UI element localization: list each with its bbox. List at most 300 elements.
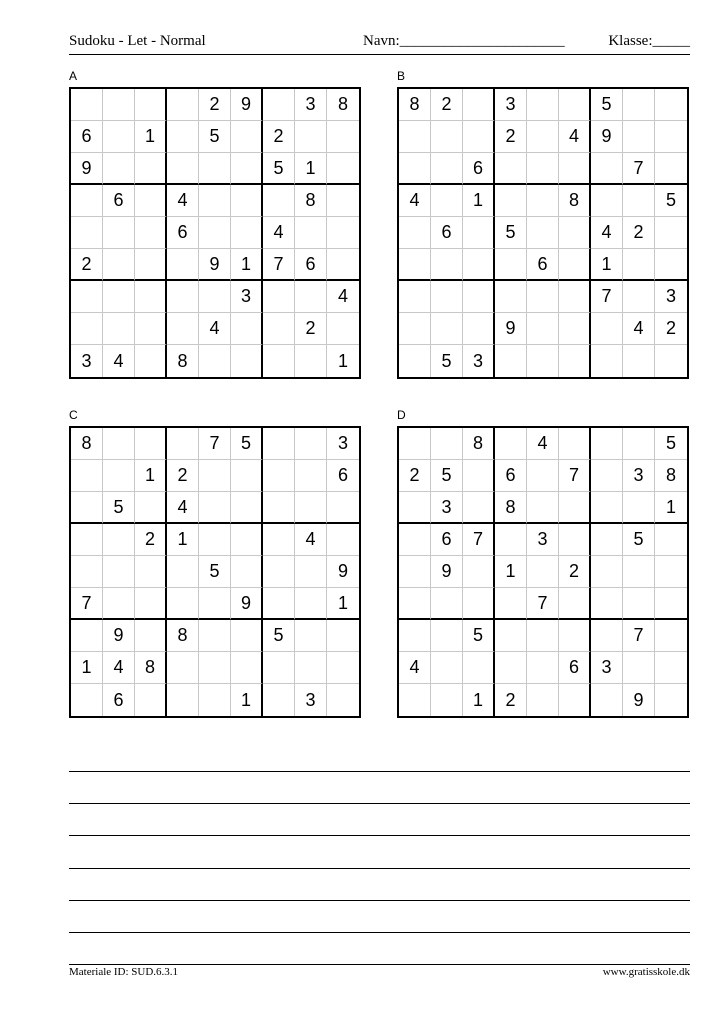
sudoku-cell[interactable]	[559, 249, 591, 281]
sudoku-cell[interactable]	[327, 249, 359, 281]
sudoku-cell[interactable]: 9	[231, 588, 263, 620]
sudoku-cell[interactable]	[295, 620, 327, 652]
sudoku-cell[interactable]: 1	[231, 249, 263, 281]
sudoku-cell[interactable]	[199, 620, 231, 652]
sudoku-cell[interactable]	[135, 281, 167, 313]
sudoku-cell[interactable]	[167, 89, 199, 121]
sudoku-cell[interactable]	[623, 249, 655, 281]
sudoku-cell[interactable]	[71, 620, 103, 652]
sudoku-cell[interactable]	[71, 281, 103, 313]
sudoku-cell[interactable]	[199, 652, 231, 684]
sudoku-cell[interactable]: 4	[295, 524, 327, 556]
sudoku-cell[interactable]	[295, 217, 327, 249]
sudoku-cell[interactable]	[431, 313, 463, 345]
sudoku-cell[interactable]: 2	[495, 121, 527, 153]
sudoku-cell[interactable]: 1	[327, 588, 359, 620]
sudoku-cell[interactable]: 4	[103, 345, 135, 377]
sudoku-cell[interactable]	[399, 121, 431, 153]
sudoku-cell[interactable]: 9	[591, 121, 623, 153]
sudoku-cell[interactable]	[527, 556, 559, 588]
sudoku-cell[interactable]	[263, 460, 295, 492]
sudoku-cell[interactable]	[135, 89, 167, 121]
sudoku-cell[interactable]	[559, 524, 591, 556]
sudoku-cell[interactable]	[463, 460, 495, 492]
sudoku-cell[interactable]: 8	[655, 460, 687, 492]
sudoku-cell[interactable]	[231, 217, 263, 249]
sudoku-cell[interactable]: 2	[431, 89, 463, 121]
sudoku-cell[interactable]: 4	[199, 313, 231, 345]
sudoku-cell[interactable]	[495, 185, 527, 217]
sudoku-cell[interactable]: 6	[559, 652, 591, 684]
sudoku-cell[interactable]	[463, 281, 495, 313]
sudoku-cell[interactable]: 5	[591, 89, 623, 121]
sudoku-cell[interactable]	[399, 588, 431, 620]
sudoku-cell[interactable]: 5	[231, 428, 263, 460]
sudoku-cell[interactable]: 2	[167, 460, 199, 492]
sudoku-cell[interactable]	[655, 345, 687, 377]
sudoku-cell[interactable]	[431, 620, 463, 652]
sudoku-cell[interactable]	[431, 281, 463, 313]
sudoku-cell[interactable]	[463, 652, 495, 684]
sudoku-cell[interactable]	[431, 185, 463, 217]
sudoku-cell[interactable]	[231, 460, 263, 492]
sudoku-cell[interactable]: 5	[263, 153, 295, 185]
sudoku-cell[interactable]	[623, 652, 655, 684]
sudoku-cell[interactable]: 5	[431, 460, 463, 492]
sudoku-cell[interactable]	[103, 460, 135, 492]
sudoku-cell[interactable]	[199, 153, 231, 185]
sudoku-cell[interactable]	[559, 217, 591, 249]
sudoku-cell[interactable]	[135, 428, 167, 460]
sudoku-cell[interactable]	[71, 313, 103, 345]
sudoku-cell[interactable]	[71, 217, 103, 249]
sudoku-cell[interactable]	[71, 492, 103, 524]
sudoku-cell[interactable]	[135, 217, 167, 249]
sudoku-cell[interactable]: 3	[295, 684, 327, 716]
sudoku-cell[interactable]	[623, 428, 655, 460]
sudoku-cell[interactable]	[231, 556, 263, 588]
sudoku-cell[interactable]	[231, 185, 263, 217]
sudoku-cell[interactable]: 3	[295, 89, 327, 121]
sudoku-cell[interactable]	[135, 492, 167, 524]
sudoku-cell[interactable]	[199, 588, 231, 620]
sudoku-cell[interactable]	[231, 121, 263, 153]
sudoku-cell[interactable]	[135, 185, 167, 217]
sudoku-cell[interactable]	[463, 121, 495, 153]
sudoku-cell[interactable]: 5	[655, 428, 687, 460]
sudoku-cell[interactable]	[295, 428, 327, 460]
sudoku-cell[interactable]	[623, 89, 655, 121]
sudoku-cell[interactable]: 7	[463, 524, 495, 556]
sudoku-cell[interactable]: 9	[327, 556, 359, 588]
sudoku-cell[interactable]: 1	[337, 350, 348, 371]
sudoku-cell[interactable]	[655, 153, 687, 185]
sudoku-cell[interactable]: 3	[463, 345, 495, 377]
sudoku-cell[interactable]: 1	[295, 153, 327, 185]
sudoku-cell[interactable]: 9	[103, 620, 135, 652]
sudoku-cell[interactable]	[231, 620, 263, 652]
sudoku-cell[interactable]	[167, 428, 199, 460]
sudoku-cell[interactable]: 3	[327, 428, 359, 460]
sudoku-cell[interactable]	[399, 620, 431, 652]
sudoku-cell[interactable]: 8	[495, 492, 527, 524]
sudoku-cell[interactable]: 3	[591, 652, 623, 684]
sudoku-cell[interactable]	[559, 684, 591, 716]
sudoku-cell[interactable]	[495, 281, 527, 313]
sudoku-cell[interactable]	[103, 89, 135, 121]
sudoku-cell[interactable]	[263, 524, 295, 556]
sudoku-cell[interactable]	[591, 428, 623, 460]
sudoku-cell[interactable]	[399, 249, 431, 281]
sudoku-cell[interactable]: 1	[495, 556, 527, 588]
sudoku-cell[interactable]: 4	[399, 652, 431, 684]
sudoku-cell[interactable]	[103, 428, 135, 460]
sudoku-cell[interactable]: 1	[71, 652, 103, 684]
sudoku-cell[interactable]: 5	[431, 345, 463, 377]
sudoku-cell[interactable]	[463, 588, 495, 620]
sudoku-cell[interactable]	[655, 588, 687, 620]
sudoku-cell[interactable]: 2	[559, 556, 591, 588]
sudoku-cell[interactable]	[327, 153, 359, 185]
sudoku-cell[interactable]: 7	[623, 620, 655, 652]
sudoku-cell[interactable]	[623, 281, 655, 313]
sudoku-cell[interactable]: 8	[167, 345, 199, 377]
sudoku-cell[interactable]	[655, 652, 687, 684]
sudoku-cell[interactable]	[199, 524, 231, 556]
sudoku-cell[interactable]	[655, 121, 687, 153]
sudoku-cell[interactable]	[103, 217, 135, 249]
sudoku-cell[interactable]	[231, 492, 263, 524]
sudoku-cell[interactable]	[295, 492, 327, 524]
sudoku-cell[interactable]	[295, 460, 327, 492]
sudoku-cell[interactable]	[527, 121, 559, 153]
sudoku-cell[interactable]	[559, 588, 591, 620]
sudoku-cell[interactable]	[431, 428, 463, 460]
sudoku-cell[interactable]	[263, 345, 295, 377]
sudoku-cell[interactable]: 1	[231, 684, 263, 716]
sudoku-cell[interactable]	[591, 313, 623, 345]
sudoku-cell[interactable]: 6	[295, 249, 327, 281]
sudoku-cell[interactable]: 8	[399, 89, 431, 121]
sudoku-cell[interactable]: 7	[559, 460, 591, 492]
sudoku-cell[interactable]: 2	[623, 217, 655, 249]
sudoku-cell[interactable]	[295, 588, 327, 620]
sudoku-cell[interactable]: 6	[71, 121, 103, 153]
sudoku-cell[interactable]	[591, 620, 623, 652]
sudoku-cell[interactable]	[591, 460, 623, 492]
sudoku-cell[interactable]: 8	[559, 185, 591, 217]
sudoku-cell[interactable]	[527, 153, 559, 185]
sudoku-cell[interactable]	[559, 492, 591, 524]
sudoku-cell[interactable]	[263, 428, 295, 460]
sudoku-cell[interactable]: 3	[431, 492, 463, 524]
sudoku-cell[interactable]	[559, 89, 591, 121]
sudoku-cell[interactable]	[591, 492, 623, 524]
sudoku-cell[interactable]	[623, 492, 655, 524]
sudoku-cell[interactable]	[263, 684, 295, 716]
sudoku-cell[interactable]: 5	[103, 492, 135, 524]
sudoku-cell[interactable]	[199, 684, 231, 716]
sudoku-cell[interactable]: 6	[495, 460, 527, 492]
sudoku-cell[interactable]	[559, 428, 591, 460]
sudoku-cell[interactable]	[71, 556, 103, 588]
sudoku-cell[interactable]	[655, 217, 687, 249]
sudoku-cell[interactable]	[527, 460, 559, 492]
sudoku-cell[interactable]: 9	[199, 249, 231, 281]
sudoku-cell[interactable]: 1	[167, 524, 199, 556]
sudoku-cell[interactable]	[103, 153, 135, 185]
sudoku-cell[interactable]	[623, 556, 655, 588]
sudoku-cell[interactable]: 8	[167, 620, 199, 652]
sudoku-cell[interactable]: 4	[167, 185, 199, 217]
sudoku-cell[interactable]	[71, 524, 103, 556]
sudoku-cell[interactable]	[103, 249, 135, 281]
sudoku-cell[interactable]	[655, 89, 687, 121]
sudoku-cell[interactable]	[591, 345, 623, 377]
website-link[interactable]: www.gratisskole.dk	[602, 966, 690, 978]
sudoku-cell[interactable]	[495, 620, 527, 652]
sudoku-cell[interactable]	[527, 281, 559, 313]
sudoku-cell[interactable]: 2	[295, 313, 327, 345]
sudoku-cell[interactable]: 8	[71, 428, 103, 460]
sudoku-cell[interactable]	[199, 281, 231, 313]
sudoku-cell[interactable]	[167, 684, 199, 716]
sudoku-cell[interactable]	[399, 684, 431, 716]
sudoku-cell[interactable]	[327, 492, 359, 524]
sudoku-cell[interactable]	[559, 313, 591, 345]
sudoku-cell[interactable]	[327, 620, 359, 652]
sudoku-cell[interactable]: 7	[263, 249, 295, 281]
sudoku-cell[interactable]	[527, 620, 559, 652]
sudoku-cell[interactable]	[431, 249, 463, 281]
sudoku-cell[interactable]	[527, 313, 559, 345]
sudoku-cell[interactable]	[295, 345, 327, 377]
sudoku-cell[interactable]	[591, 185, 623, 217]
sudoku-cell[interactable]	[295, 121, 327, 153]
sudoku-cell[interactable]	[135, 588, 167, 620]
sudoku-cell[interactable]	[623, 121, 655, 153]
sudoku-cell[interactable]	[103, 556, 135, 588]
sudoku-cell[interactable]: 5	[263, 620, 295, 652]
sudoku-cell[interactable]	[591, 153, 623, 185]
sudoku-cell[interactable]	[591, 556, 623, 588]
sudoku-cell[interactable]: 5	[199, 121, 231, 153]
sudoku-cell[interactable]	[495, 153, 527, 185]
sudoku-cell[interactable]: 2	[71, 249, 103, 281]
sudoku-cell[interactable]	[591, 684, 623, 716]
sudoku-cell[interactable]: 7	[623, 153, 655, 185]
sudoku-cell[interactable]: 3	[527, 524, 559, 556]
sudoku-cell[interactable]: 3	[623, 460, 655, 492]
sudoku-cell[interactable]	[431, 684, 463, 716]
sudoku-cell[interactable]	[591, 524, 623, 556]
sudoku-cell[interactable]	[167, 153, 199, 185]
sudoku-cell[interactable]	[231, 153, 263, 185]
sudoku-cell[interactable]: 6	[463, 153, 495, 185]
sudoku-cell[interactable]	[463, 249, 495, 281]
sudoku-cell[interactable]	[495, 428, 527, 460]
sudoku-cell[interactable]	[623, 185, 655, 217]
sudoku-cell[interactable]	[527, 345, 559, 377]
sudoku-cell[interactable]	[103, 313, 135, 345]
sudoku-cell[interactable]	[71, 185, 103, 217]
sudoku-cell[interactable]	[263, 281, 295, 313]
sudoku-cell[interactable]	[103, 121, 135, 153]
sudoku-cell[interactable]: 5	[199, 556, 231, 588]
sudoku-cell[interactable]: 7	[591, 281, 623, 313]
sudoku-cell[interactable]	[231, 652, 263, 684]
sudoku-cell[interactable]: 4	[103, 652, 135, 684]
sudoku-cell[interactable]	[71, 460, 103, 492]
sudoku-cell[interactable]: 1	[135, 121, 167, 153]
sudoku-cell[interactable]	[167, 652, 199, 684]
sudoku-cell[interactable]: 3	[655, 281, 687, 313]
sudoku-cell[interactable]	[263, 652, 295, 684]
sudoku-cell[interactable]	[71, 89, 103, 121]
sudoku-cell[interactable]	[495, 249, 527, 281]
sudoku-cell[interactable]: 2	[135, 524, 167, 556]
sudoku-cell[interactable]	[327, 185, 359, 217]
sudoku-cell[interactable]: 4	[559, 121, 591, 153]
sudoku-cell[interactable]: 1	[655, 492, 687, 524]
sudoku-cell[interactable]	[263, 313, 295, 345]
sudoku-cell[interactable]: 9	[495, 313, 527, 345]
sudoku-cell[interactable]	[231, 345, 263, 377]
sudoku-cell[interactable]	[167, 588, 199, 620]
sudoku-cell[interactable]	[327, 217, 359, 249]
sudoku-cell[interactable]: 8	[327, 89, 359, 121]
sudoku-cell[interactable]	[167, 556, 199, 588]
sudoku-cell[interactable]	[103, 281, 135, 313]
sudoku-cell[interactable]	[655, 524, 687, 556]
sudoku-cell[interactable]	[135, 556, 167, 588]
sudoku-cell[interactable]	[199, 492, 231, 524]
sudoku-cell[interactable]: 2	[263, 121, 295, 153]
sudoku-cell[interactable]	[231, 313, 263, 345]
sudoku-cell[interactable]	[527, 89, 559, 121]
sudoku-cell[interactable]	[263, 492, 295, 524]
sudoku-cell[interactable]	[199, 185, 231, 217]
sudoku-cell[interactable]	[167, 249, 199, 281]
sudoku-cell[interactable]: 8	[295, 185, 327, 217]
sudoku-cell[interactable]	[135, 249, 167, 281]
sudoku-cell[interactable]	[135, 620, 167, 652]
sudoku-cell[interactable]: 4	[527, 428, 559, 460]
sudoku-cell[interactable]	[103, 588, 135, 620]
sudoku-cell[interactable]	[135, 313, 167, 345]
sudoku-cell[interactable]	[463, 89, 495, 121]
sudoku-cell[interactable]	[527, 652, 559, 684]
sudoku-cell[interactable]: 8	[135, 652, 167, 684]
sudoku-cell[interactable]	[463, 313, 495, 345]
sudoku-cell[interactable]	[559, 281, 591, 313]
sudoku-cell[interactable]	[71, 684, 103, 716]
sudoku-cell[interactable]	[431, 121, 463, 153]
sudoku-cell[interactable]: 2	[655, 313, 687, 345]
sudoku-cell[interactable]	[327, 652, 359, 684]
sudoku-cell[interactable]	[399, 313, 431, 345]
sudoku-cell[interactable]: 1	[135, 460, 167, 492]
sudoku-cell[interactable]: 4	[167, 492, 199, 524]
sudoku-cell[interactable]: 1	[591, 249, 623, 281]
sudoku-cell[interactable]: 4	[591, 217, 623, 249]
sudoku-cell[interactable]: 2	[199, 89, 231, 121]
sudoku-cell[interactable]: 2	[495, 684, 527, 716]
sudoku-cell[interactable]	[655, 556, 687, 588]
sudoku-cell[interactable]	[527, 492, 559, 524]
sudoku-cell[interactable]: 1	[463, 185, 495, 217]
sudoku-cell[interactable]	[495, 345, 527, 377]
sudoku-cell[interactable]: 6	[103, 185, 135, 217]
sudoku-cell[interactable]	[327, 313, 359, 345]
sudoku-cell[interactable]	[463, 556, 495, 588]
sudoku-cell[interactable]	[167, 313, 199, 345]
sudoku-cell[interactable]	[167, 121, 199, 153]
sudoku-cell[interactable]: 9	[71, 153, 103, 185]
sudoku-cell[interactable]: 4	[399, 185, 431, 217]
sudoku-cell[interactable]: 4	[327, 281, 359, 313]
sudoku-cell[interactable]	[431, 153, 463, 185]
sudoku-cell[interactable]	[431, 588, 463, 620]
sudoku-cell[interactable]: 5	[623, 524, 655, 556]
sudoku-cell[interactable]	[527, 684, 559, 716]
sudoku-cell[interactable]	[399, 556, 431, 588]
sudoku-cell[interactable]	[399, 492, 431, 524]
sudoku-cell[interactable]	[103, 524, 135, 556]
sudoku-cell[interactable]: 7	[199, 428, 231, 460]
sudoku-cell[interactable]: 7	[71, 588, 103, 620]
sudoku-cell[interactable]	[327, 684, 359, 716]
sudoku-cell[interactable]	[295, 281, 327, 313]
sudoku-cell[interactable]: 6	[527, 249, 559, 281]
sudoku-cell[interactable]	[327, 524, 359, 556]
sudoku-cell[interactable]: 2	[399, 460, 431, 492]
sudoku-cell[interactable]	[495, 652, 527, 684]
sudoku-cell[interactable]	[559, 153, 591, 185]
sudoku-cell[interactable]	[327, 121, 359, 153]
sudoku-cell[interactable]	[527, 185, 559, 217]
sudoku-cell[interactable]: 5	[495, 217, 527, 249]
sudoku-cell[interactable]	[399, 345, 431, 377]
sudoku-cell[interactable]	[135, 153, 167, 185]
sudoku-cell[interactable]	[199, 345, 231, 377]
sudoku-cell[interactable]	[399, 281, 431, 313]
sudoku-cell[interactable]	[263, 556, 295, 588]
sudoku-cell[interactable]	[655, 249, 687, 281]
sudoku-cell[interactable]: 6	[327, 460, 359, 492]
sudoku-cell[interactable]	[295, 652, 327, 684]
sudoku-cell[interactable]	[231, 524, 263, 556]
sudoku-cell[interactable]	[295, 556, 327, 588]
sudoku-cell[interactable]	[263, 89, 295, 121]
sudoku-cell[interactable]: 4	[263, 217, 295, 249]
sudoku-cell[interactable]: 4	[623, 313, 655, 345]
sudoku-cell[interactable]	[527, 217, 559, 249]
sudoku-cell[interactable]	[591, 588, 623, 620]
sudoku-cell[interactable]: 1	[463, 684, 495, 716]
sudoku-cell[interactable]	[167, 281, 199, 313]
sudoku-cell[interactable]	[559, 620, 591, 652]
sudoku-cell[interactable]: 5	[655, 185, 687, 217]
sudoku-cell[interactable]	[263, 588, 295, 620]
sudoku-cell[interactable]: 6	[103, 684, 135, 716]
sudoku-cell[interactable]	[495, 524, 527, 556]
sudoku-cell[interactable]: 9	[231, 89, 263, 121]
sudoku-cell[interactable]	[655, 684, 687, 716]
sudoku-cell[interactable]: 3	[71, 345, 103, 377]
sudoku-cell[interactable]	[135, 684, 167, 716]
sudoku-cell[interactable]	[463, 492, 495, 524]
